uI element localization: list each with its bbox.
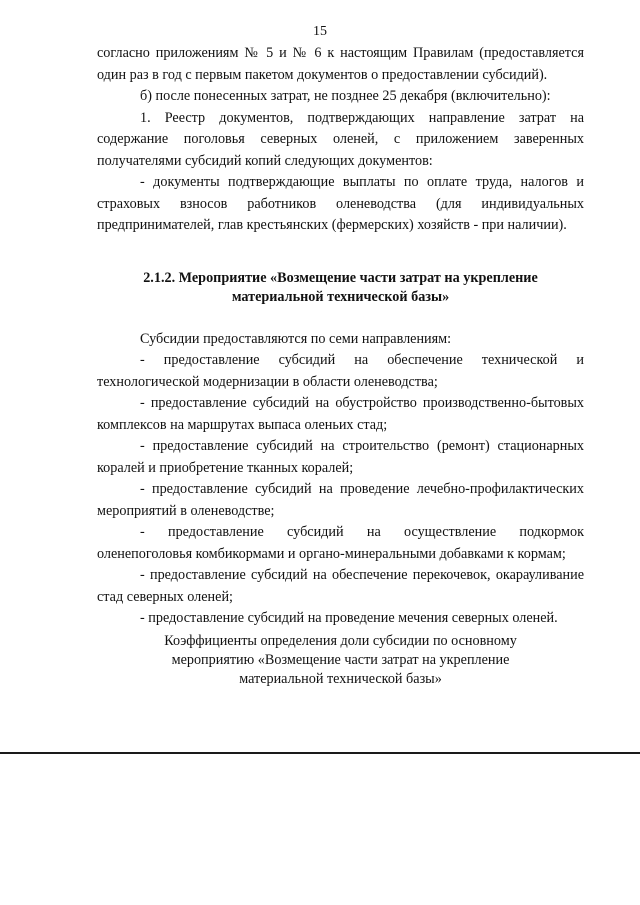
paragraph: 1. Реестр документов, подтверждающих направление затрат на содержание поголовья северных оленей, с приложением заверенных получателями субсидий копий следующих документов: [97,109,584,169]
list-item: - предоставление субсидий на осуществление подкормок оленепоголовья комбикормами и органо-минеральными добавками к кормам; [97,524,584,562]
list-item: - предоставление субсидий на обеспечение технической и технологической модернизации в области оленеводства; [97,352,584,390]
paragraph: б) после понесенных затрат, не позднее 25 декабря (включительно): [140,88,551,104]
list-item: - предоставление субсидий на проведение мечения северных оленей. [140,610,558,626]
horizontal-divider [0,752,640,754]
list-item: - предоставление субсидий на обустройство производственно-бытовых комплексов на маршрутах выпаса оленьих стад; [97,395,584,433]
list-item: - предоставление субсидий на проведение лечебно-профилактических мероприятий в оленеводстве; [97,481,584,519]
page-number: 15 [313,24,327,39]
intro-text: Субсидии предоставляются по семи направлениям: [140,330,452,347]
list-item: - предоставление субсидий на обеспечение перекочевок, окарауливание стад северных оленей; [97,567,584,605]
list-item: - предоставление субсидий на строительство (ремонт) стационарных коралей и приобретение тканных коралей; [97,438,584,476]
paragraph: - документы подтверждающие выплаты по оплате труда, налогов и страховых взносов работников оленеводства (для индивидуальных предпринимателей, глав крестьянских (фермерских) хозяйств - при наличии). [97,174,584,233]
section-heading: 2.1.2. Мероприятие «Возмещение части затрат на укрепление материальной технической базы» [143,269,538,305]
document-body [97,43,584,689]
coefficients-title: Коэффициенты определения доли субсидии по основному мероприятию «Возмещение части затрат на укрепление материальной технической базы» [164,632,517,687]
paragraph: согласно приложениям № 5 и № 6 к настоящим Правилам (предоставляется один раз в год с первым пакетом документов о предоставлении субсидий). [97,45,584,83]
